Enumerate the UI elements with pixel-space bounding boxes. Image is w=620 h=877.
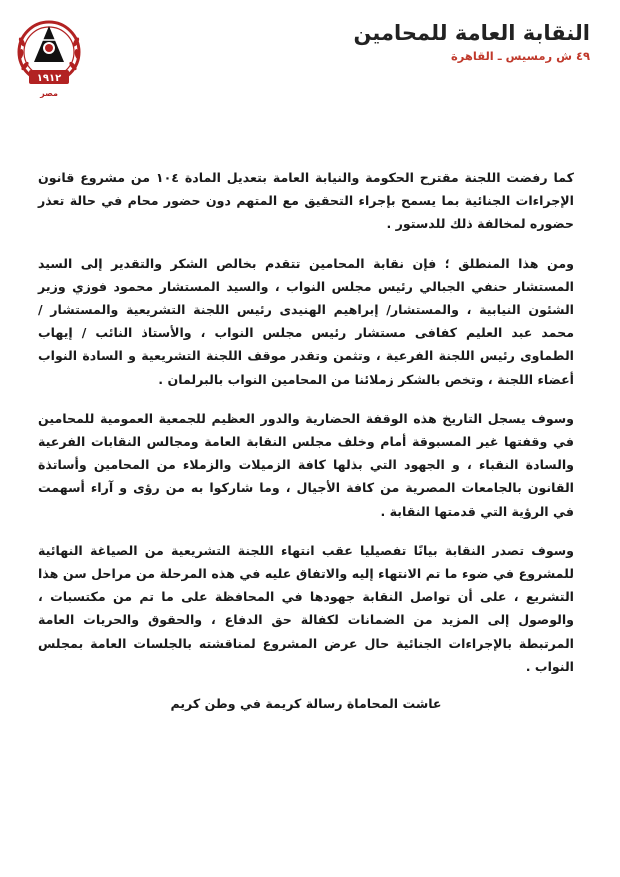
statement-body [38, 166, 574, 731]
paragraph-4: وسوف تصدر النقابة بيانًا تفصيليا عقب انتهاء اللجنة التشريعية من الصياغة النهائية للمشروع في ضوء ما تم الانتهاء إليه والاتفاق عليه في هذه المرحلة من مراحل سن هذا التشريع ، على أن تواصل النقابة جهودها في المحافظة على ما تم من مكتسبات ، والوصول إلى المزيد من الضمانات لكفالة حق الدفاع ، والحقوق والحريات العامة المرتبطة بالإجراءات الجنائية حال عرض المشروع لمناقشته بالجلسات العامة بمجلس النواب . [38, 542, 574, 674]
logo-country: مصر [40, 89, 58, 98]
letterhead [354, 22, 591, 63]
org-name: النقابة العامة للمحامين [353, 21, 590, 45]
org-address: ٤٩ ش رمسيس ـ القاهرة [450, 49, 590, 64]
paragraph-3: وسوف يسجل التاريخ هذه الوقفة الحضارية والدور العظيم للجمعية العمومية للمحامين في وقفتها غير المسبوقة أمام وخلف مجلس النقابة العامة ومجالس النقابات الفرعية والسادة النقباء ، و الجهود التي بذلها كافة الزميلات والزملاء من المحامين وأساتذة القانون بالجامعات المصرية من كافة الأجيال ، وما شاركوا به من رؤى و آراء أسهمت في الرؤية التي قدمتها النقابة . [38, 410, 574, 519]
closing-line: عاشت المحاماة رسالة كريمة في وطن كريم [170, 696, 442, 712]
paragraph-2: ومن هذا المنطلق ؛ فإن نقابة المحامين تتقدم بخالص الشكر والتقدير إلى السيد المستشار حنفي الجبالي رئيس مجلس النواب ، والسيد المستشار محمود فوزي وزير الشئون النيابية ، والمستشار/ إبراهيم الهنيدى رئيس اللجنة التشريعية والمستشار / محمد عبد العليم كفافى مستشار رئيس مجلس النواب ، والأستاذ النائب / إيهاب الطماوى رئيس اللجنة الفرعية ، وتثمن وتقدر موقف اللجنة التشريعية و السادة النواب أعضاء اللجنة ، وتخص بالشكر زملائنا من المحامين النواب بالبرلمان . [38, 255, 574, 387]
syndicate-emblem-icon [16, 12, 82, 104]
paragraph-1: كما رفضت اللجنة مقترح الحكومة والنيابة العامة بتعديل المادة ١٠٤ من مشروع قانون الإجراءات الجنائية بما يسمح بإجراء التحقيق مع المتهم دون حضور محام في حالة تعذر حضوره لمخالفة ذلك للدستور . [38, 170, 575, 232]
logo-year: ١٩١٢ [36, 73, 62, 84]
